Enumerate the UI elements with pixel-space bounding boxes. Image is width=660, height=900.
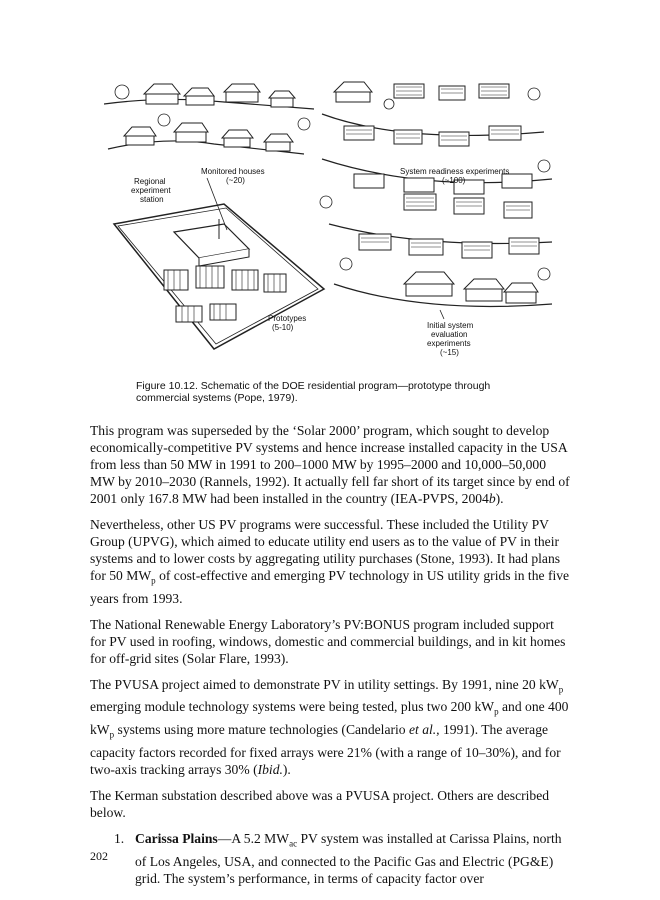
paragraph-solar-2000: This program was superseded by the ‘Solar 2000’ program, which sought to develop economically-competitive PV systems and hence increase installed capacity in the USA from less than 50 MW in 1991 to 200–1000 MW by 1995–2000 and 10,000–50,000 MW by 2010–2030 (Rannels, 1992). It actually fell far short of its target since by end of 2001 only 167.8 MW had been installed in the country (IEA-PVPS, 2004b). — [90, 423, 570, 506]
caption-line-1: Figure 10.12. Schematic of the DOE residential program—prototype through — [136, 380, 491, 392]
list-item: 1. Carissa Plains—A 5.2 $MW_{ac}$ PV system was installed at Carissa Plains, north of Los Angeles, USA, and connected to the Pacific Gas and Electric (PG&E) grid. The system’s performance, in terms of capacity factor over — [114, 830, 562, 886]
project-list — [90, 830, 570, 887]
paragraph-kerman: The Kerman substation described above was a PVUSA project. Others are described below. — [90, 787, 550, 820]
paragraph-pv-bonus: The National Renewable Energy Laboratory’s PV:BONUS program included support for PV used in roofing, windows, domestic and commercial buildings, and in kit homes for off-grid sites (Solar Flare, 1993). — [90, 616, 566, 666]
caption-line-2: commercial systems (Pope, 1979). — [136, 392, 298, 404]
label-monitored: Monitored houses (~20) — [201, 167, 265, 185]
page-number: 202 — [90, 849, 108, 863]
label-readiness: System readiness experiments (~100) — [400, 167, 510, 185]
figure-caption — [136, 380, 536, 404]
paragraph-upvg: Nevertheless, other US PV programs were successful. These included the Utility PV Group (UPVG), which aimed to educate utility end users as to the value of PV in their systems and to lower costs by aggregating utility purchases (Stone, 1993). It had plans for 50 $MW_p$ of cost-effective and emerging PV technology in US utility grids in the five years from 1993. — [90, 517, 570, 606]
label-regional: Regional experiment station — [131, 177, 171, 204]
figure-schematic — [104, 74, 554, 374]
body-text — [90, 422, 570, 887]
paragraph-pvusa: The PVUSA project aimed to demonstrate PV in utility settings. By 1991, nine 20 $kW_p$ emerging module technology systems were being tested, plus two 200 $kW_p$ and one 400 $kW_p$ systems using more mature technologies (Candelario et al., 1991). The average capacity factors recorded for fixed arrays were 21% (with a range of 10–30%), and for two-axis tracking arrays 30% (Ibid.). — [90, 676, 569, 777]
label-initial: Initial system evaluation experiments (~15) — [427, 321, 474, 357]
label-prototypes: Prototypes (5-10) — [268, 314, 307, 332]
schematic-illustration — [104, 74, 554, 374]
